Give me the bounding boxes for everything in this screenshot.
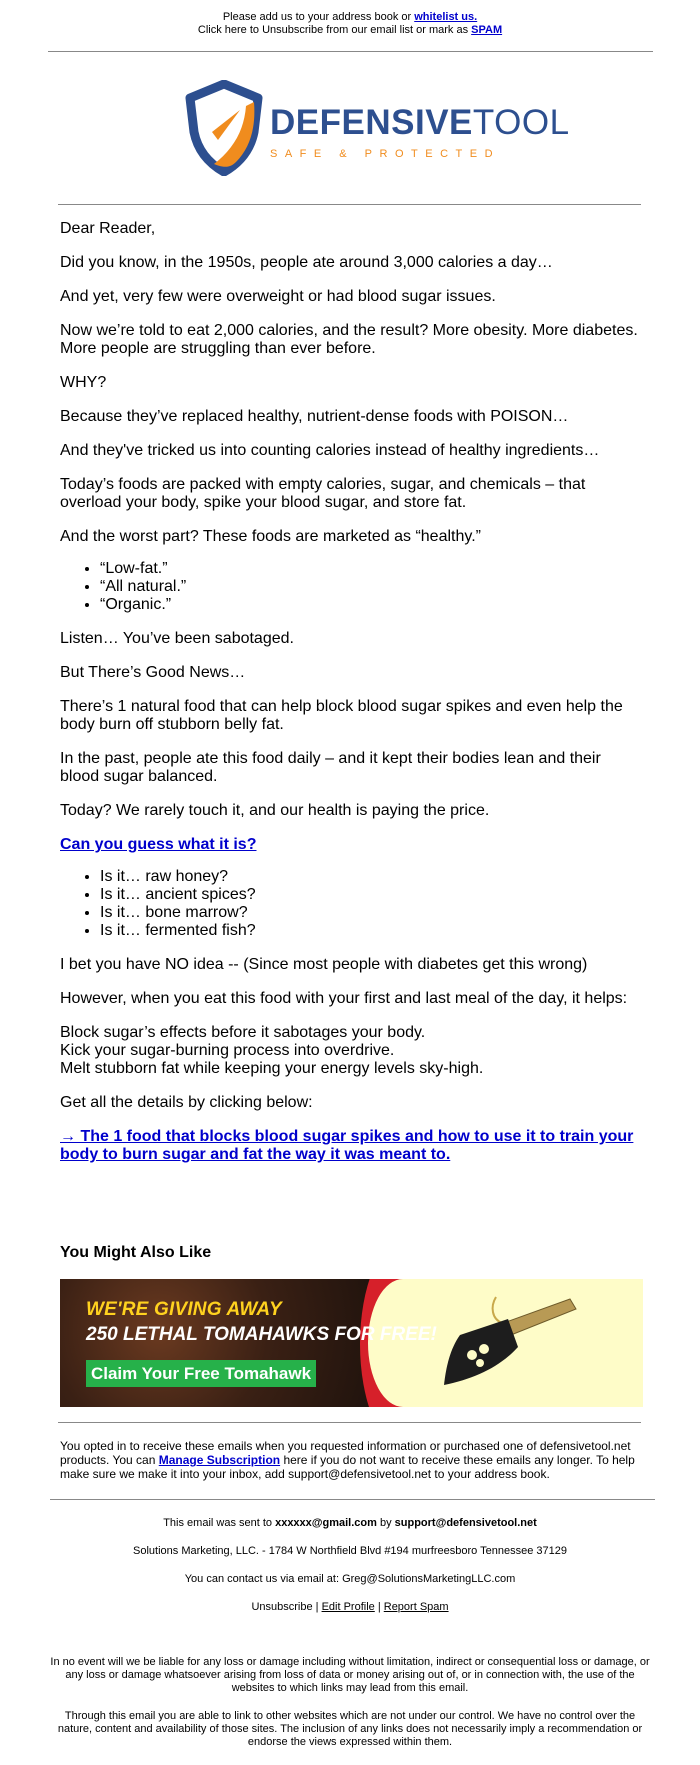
benefits-block	[60, 1024, 643, 1078]
paragraph: Today’s foods are packed with empty calories, sugar, and chemicals – that overload your body, spike your blood sugar, and store fat.	[60, 476, 586, 511]
benefit-line: Melt stubborn fat while keeping your energy levels sky-high.	[60, 1060, 484, 1077]
report-spam-link[interactable]: Report Spam	[383, 1601, 449, 1613]
paragraph: WHY?	[60, 374, 107, 391]
paragraph: In the past, people ate this food daily – and it kept their bodies lean and their blood sugar balanced.	[60, 750, 601, 785]
claim-tomahawk-button[interactable]: Claim Your Free Tomahawk	[86, 1360, 316, 1387]
list-item: • “All natural.”	[100, 578, 643, 596]
list-item: • “Organic.”	[100, 596, 643, 614]
header-divider	[58, 204, 641, 205]
logo-tagline: SAFE & PROTECTED	[270, 148, 501, 160]
email-footer	[0, 1517, 700, 1749]
tomahawk-ad-banner[interactable]	[60, 1279, 643, 1407]
paragraph: Did you know, in the 1950s, people ate around 3,000 calories a day…	[60, 254, 553, 271]
logo-wordmark: DEFENSIVETOOL	[270, 103, 570, 142]
email-body	[60, 220, 643, 1164]
paragraph: However, when you eat this food with your first and last meal of the day, it helps:	[60, 990, 628, 1007]
manage-subscription-link[interactable]: Manage Subscription	[158, 1453, 281, 1467]
contact-line: You can contact us via email at: Greg@SolutionsMarketingLLC.com	[184, 1573, 516, 1585]
guess-list	[60, 868, 643, 940]
paragraph: There’s 1 natural food that can help block blood sugar spikes and even help the body burn off stubborn belly fat.	[60, 698, 623, 733]
optin-notice: You opted in to receive these emails when you requested information or purchased one of defensivetool.net products. You can Manage Subscription here if you do not want to receive these emails any longer. To help make sure we make it into your inbox, add support@defensivetool.net to your address book.	[60, 1439, 635, 1481]
edit-profile-link[interactable]: Edit Profile	[321, 1601, 375, 1613]
unsubscribe-link[interactable]: Unsubscribe	[251, 1601, 313, 1613]
marketing-claims-list	[60, 560, 643, 614]
list-item: • Is it… fermented fish?	[100, 922, 643, 940]
paragraph: And yet, very few were overweight or had blood sugar issues.	[60, 288, 496, 305]
whitelist-link[interactable]: whitelist us.	[414, 11, 478, 23]
paragraph: Today? We rarely touch it, and our health is paying the price.	[60, 802, 490, 819]
optin-divider	[58, 1422, 641, 1423]
external-links-disclaimer: Through this email you are able to link to other websites which are not under our control. We have no control over the nature, content and availability of those sites. The inclusion of any links does not necessarily imply a recommendation or endorse the views expressed within them.	[57, 1710, 643, 1748]
whitelist-line: Please add us to your address book or whitelist us.	[222, 11, 478, 23]
paragraph: And the worst part? These foods are marketed as “healthy.”	[60, 528, 481, 545]
sent-to-line: This email was sent to xxxxxx@gmail.com by support@defensivetool.net	[163, 1517, 537, 1529]
section-heading: You Might Also Like	[60, 1244, 212, 1261]
spam-link[interactable]: SPAM	[471, 24, 503, 36]
guess-link[interactable]: Can you guess what it is?	[60, 836, 257, 853]
shield-icon	[184, 80, 264, 176]
list-item: • Is it… bone marrow?	[100, 904, 643, 922]
footer-links: Unsubscribe | Edit Profile | Report Spam	[251, 1601, 449, 1613]
list-item: • Is it… ancient spices?	[100, 886, 643, 904]
brand-logo	[184, 80, 570, 180]
paragraph: Get all the details by clicking below:	[60, 1094, 313, 1111]
paragraph: Now we’re told to eat 2,000 calories, and the result? More obesity. More diabetes. More people are struggling than ever before.	[60, 322, 638, 357]
banner-subheadline: 250 LETHAL TOMAHAWKS FOR FREE!	[86, 1324, 437, 1345]
paragraph: But There’s Good News…	[60, 664, 246, 681]
top-divider	[48, 51, 653, 52]
cta-link[interactable]: → The 1 food that blocks blood sugar spikes and how to use it to train your body to burn sugar and fat the way it was meant to.	[60, 1128, 634, 1163]
paragraph: Because they’ve replaced healthy, nutrient-dense foods with POISON…	[60, 408, 569, 425]
paragraph: I bet you have NO idea -- (Since most people with diabetes get this wrong)	[60, 956, 588, 973]
top-notice	[0, 0, 700, 37]
paragraph: And they've tricked us into counting calories instead of healthy ingredients…	[60, 442, 600, 459]
paragraph: Listen… You’ve been sabotaged.	[60, 630, 294, 647]
greeting: Dear Reader,	[60, 220, 156, 237]
liability-disclaimer: In no event will we be liable for any loss or damage including without limitation, indirect or consequential loss or damage, or any loss or damage whatsoever arising from loss of data or money arising out of, or in connection with, the use of the websites to which links may lead from this email.	[50, 1656, 650, 1694]
benefit-line: Kick your sugar-burning process into overdrive.	[60, 1042, 395, 1059]
you-might-also-like	[60, 1244, 643, 1407]
tomahawk-icon	[420, 1289, 620, 1399]
list-item: • “Low-fat.”	[100, 560, 643, 578]
footer-divider	[50, 1499, 655, 1500]
list-item: • Is it… raw honey?	[100, 868, 643, 886]
postal-address: Solutions Marketing, LLC. - 1784 W Northfield Blvd #194 murfreesboro Tennessee 37129	[133, 1545, 567, 1557]
unsubscribe-line: Click here to Unsubscribe from our email list or mark as SPAM	[197, 24, 503, 36]
banner-headline: WE'RE GIVING AWAY	[86, 1299, 282, 1320]
benefit-line: Block sugar’s effects before it sabotages your body.	[60, 1024, 426, 1041]
